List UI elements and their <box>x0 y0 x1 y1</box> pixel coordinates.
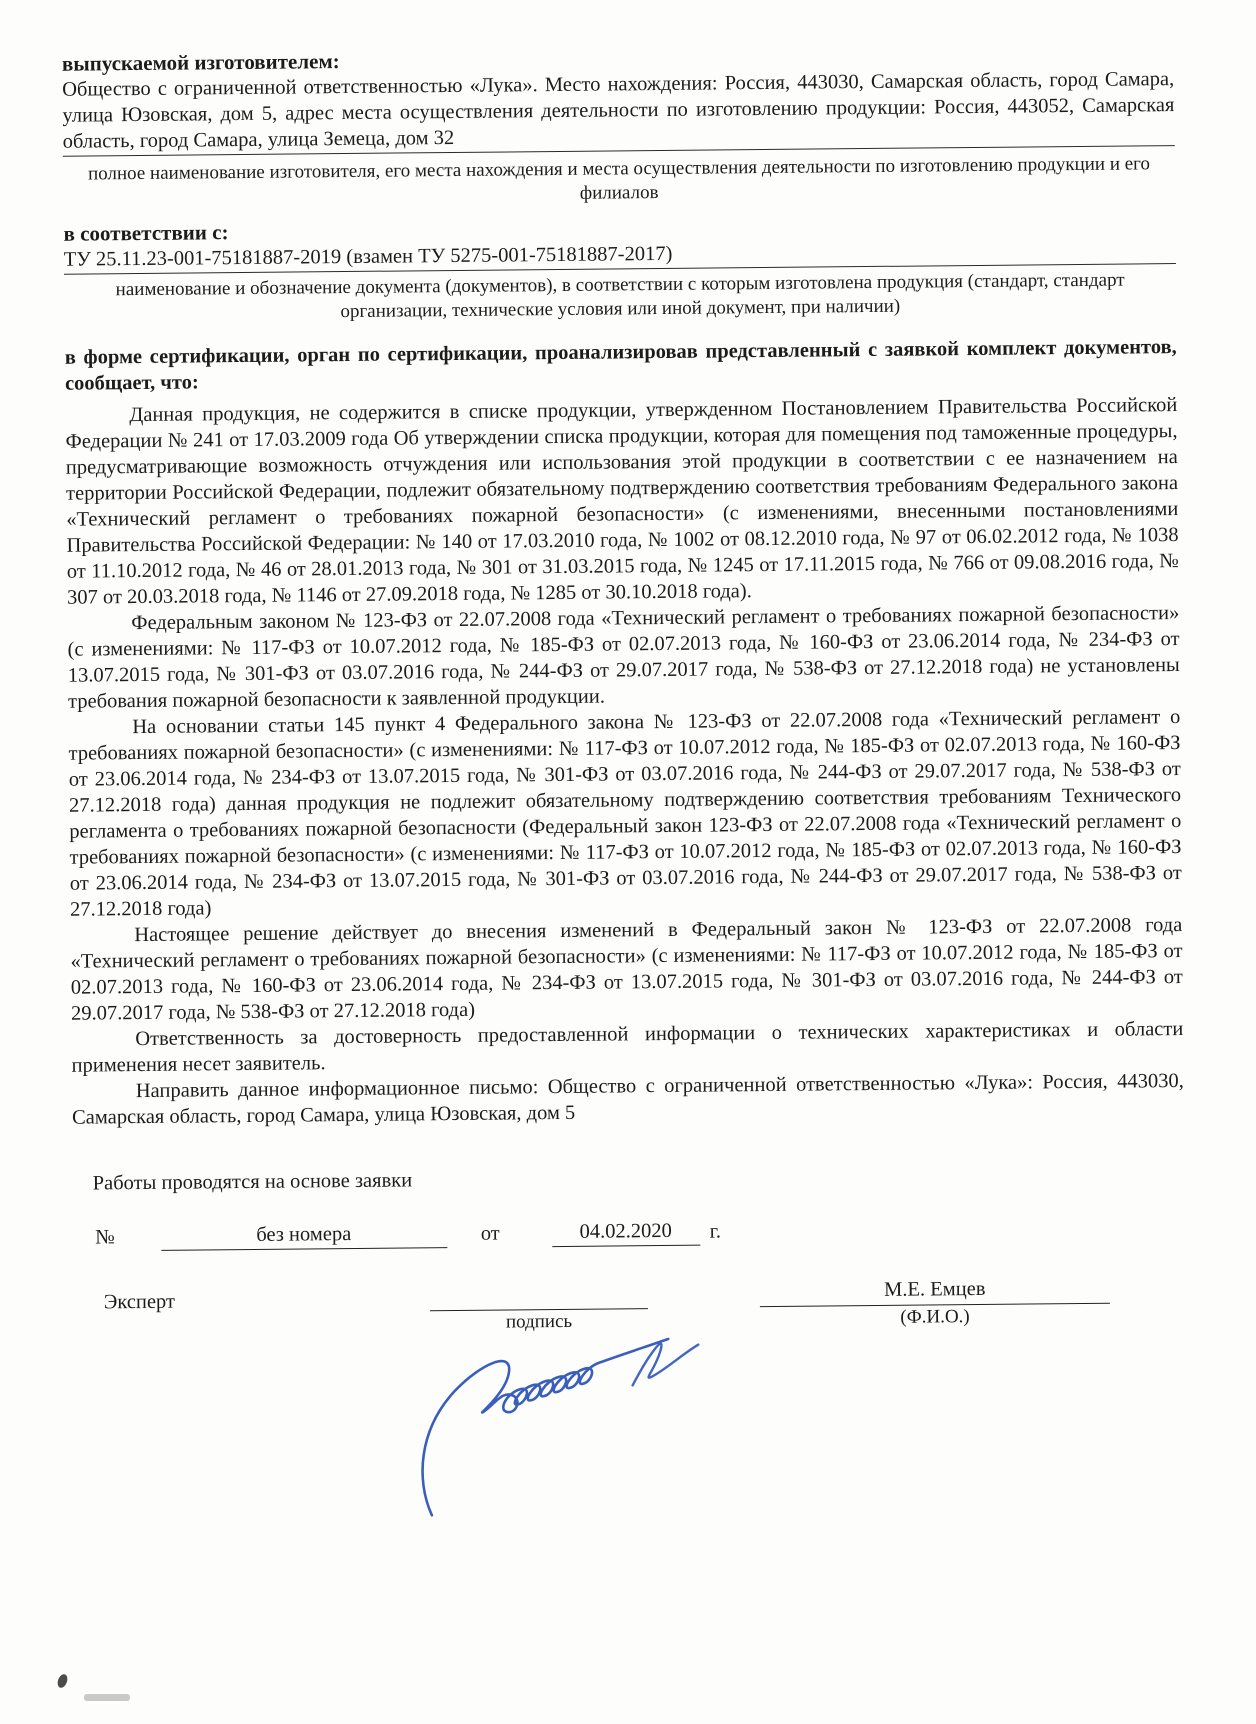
application-date-value: 04.02.2020 <box>579 1219 672 1243</box>
manufacturer-caption: полное наименование изготовителя, его места нахождения и места осуществления деятельности по изготовлению продукции и его филиалов <box>87 153 1151 204</box>
accordance-caption: наименование и обозначение документа (документов), в соответствии с которым изготовлена продукция (стандарт, стандарт организации, технические условия или иной документ, при наличии) <box>115 269 1125 323</box>
paragraph-3: На основании статьи 145 пункт 4 Федерального закона № 123-ФЗ от 22.07.2008 года «Технический регламент о требованиях пожарной безопасности» (с изменениями: № 117-ФЗ от 10.07.2012 года, № 185-ФЗ от 02.07.2013 года, № 160-ФЗ от 23.06.2014 года, № 234-ФЗ от 13.07.2015 года, № 301-ФЗ от 03.07.2016 года, № 244-ФЗ от 29.07.2017 года, № 538-ФЗ от 27.12.2018 года) данная продукция не подлежит обязательному подтверждению соответствия требованиям Технического регламента о требованиях пожарной безопасности (Федеральный закон 123-ФЗ от 22.07.2008 года «Технический регламент о требованиях пожарной безопасности» (с изменениями: № 117-ФЗ от 10.07.2012 года, № 185-ФЗ от 02.07.2013 года, № 160-ФЗ от 23.06.2014 года, № 234-ФЗ от 13.07.2015 года, № 301-ФЗ от 03.07.2016 года, № 244-ФЗ от 29.07.2017 года, № 538-ФЗ от 27.12.2018 года) <box>68 706 1182 921</box>
expert-name-caption: (Ф.И.О.) <box>900 1306 970 1328</box>
accordance-value: ТУ 25.11.23-001-75181887-2019 (взамен ТУ 5275-001-75181887-2017) <box>63 242 673 271</box>
expert-name-field <box>760 1276 1110 1332</box>
application-number-field <box>161 1219 447 1251</box>
manufacturer-text: Общество с ограниченной ответственностью «Лука». Место нахождения: Россия, 443030, Самарская область, город Самара, улица Юзовская, дом 5, адрес места осуществления деятельности по изготовлению продукции: Россия, 443052, Самарская область, город Самара, улица Земеца, дом 32 <box>62 68 1175 153</box>
application-number-value: без номера <box>256 1223 352 1246</box>
handwritten-signature <box>396 1316 738 1529</box>
year-suffix-label: г. <box>709 1220 722 1243</box>
expert-name: М.Е. Емцев <box>883 1277 986 1301</box>
paragraph-1: Данная продукция, не содержится в списке продукции, утвержденном Постановлением Правительства Российской Федерации № 241 от 17.03.2009 года Об утверждении списка продукции, которая для помещения под таможенные процедуры, предусматривающие возможность отчуждения или использования этой продукции в соответствии с ее назначением на территории Российской Федерации, подлежит обязательному подтверждению соответствия требованиям Федерального закона «Технический регламент о требованиях пожарной безопасности» (с изменениями, внесенными постановлениями Правительства Российской Федерации: № 140 от 17.03.2010 года, № 1002 от 08.12.2010 года, № 97 от 06.02.2012 года, № 1038 от 11.10.2012 года, № 46 от 28.01.2013 года, № 301 от 31.03.2015 года, № 1245 от 17.11.2015 года, № 766 от 09.08.2016 года, № 307 от 20.03.2018 года, № 1146 от 27.09.2018 года, № 1285 от 30.10.2018 года). <box>65 394 1179 609</box>
signature-row <box>104 1275 1186 1338</box>
from-label: от <box>480 1222 500 1245</box>
paragraph-5: Ответственность за достоверность предоставленной информации о технических характеристиках и области применения несет заявитель. <box>71 1018 1184 1077</box>
signature-field <box>430 1280 648 1335</box>
application-date-field <box>552 1217 700 1247</box>
statement-intro: в форме сертификации, орган по сертификации, проанализировав представленный с заявкой комплект документов, сообщает, что: <box>64 336 1177 395</box>
signature-caption: подпись <box>505 1310 573 1333</box>
paragraph-2: Федеральным законом № 123-ФЗ от 22.07.2008 года «Технический регламент о требованиях пожарной безопасности» (с изменениями: № 117-ФЗ от 10.07.2012 года, № 185-ФЗ от 02.07.2013 года, № 160-ФЗ от 23.06.2014 года, № 234-ФЗ от 13.07.2015 года, № 301-ФЗ от 03.07.2016 года, № 244-ФЗ от 29.07.2017 года, № 538-ФЗ от 27.12.2018 года) не установлены требования пожарной безопасности к заявленной продукции. <box>67 602 1180 713</box>
number-sign-label: № <box>95 1226 115 1249</box>
signature-stroke-flourish <box>632 1343 698 1385</box>
expert-label: Эксперт <box>103 1290 176 1314</box>
accordance-heading: в соответствии с: <box>63 220 229 246</box>
application-note: Работы проводятся на основе заявки <box>92 1169 413 1195</box>
paragraph-6: Направить данное информационное письмо: Общество с ограниченной ответственностью «Лука»: Россия, 443030, Самарская область, город Самара, улица Юзовская, дом 5 <box>71 1070 1184 1129</box>
scan-artifact <box>84 1694 130 1701</box>
application-number-row <box>95 1212 1185 1251</box>
signature-stroke-main <box>421 1339 670 1515</box>
issued-by-heading: выпускаемой изготовителем: <box>61 49 340 76</box>
manufacturer-block <box>62 66 1175 157</box>
paragraph-4: Настоящее решение действует до внесения изменений в Федеральный закон № 123-ФЗ от 22.07.2008 года «Технический регламент о требованиях пожарной безопасности» (с изменениями: № 117-ФЗ от 10.07.2012 года, № 185-ФЗ от 02.07.2013 года, № 160-ФЗ от 23.06.2014 года, № 234-ФЗ от 13.07.2015 года, № 301-ФЗ от 03.07.2016 года, № 244-ФЗ от 29.07.2017 года, № 538-ФЗ от 27.12.2018 года) <box>70 914 1183 1025</box>
